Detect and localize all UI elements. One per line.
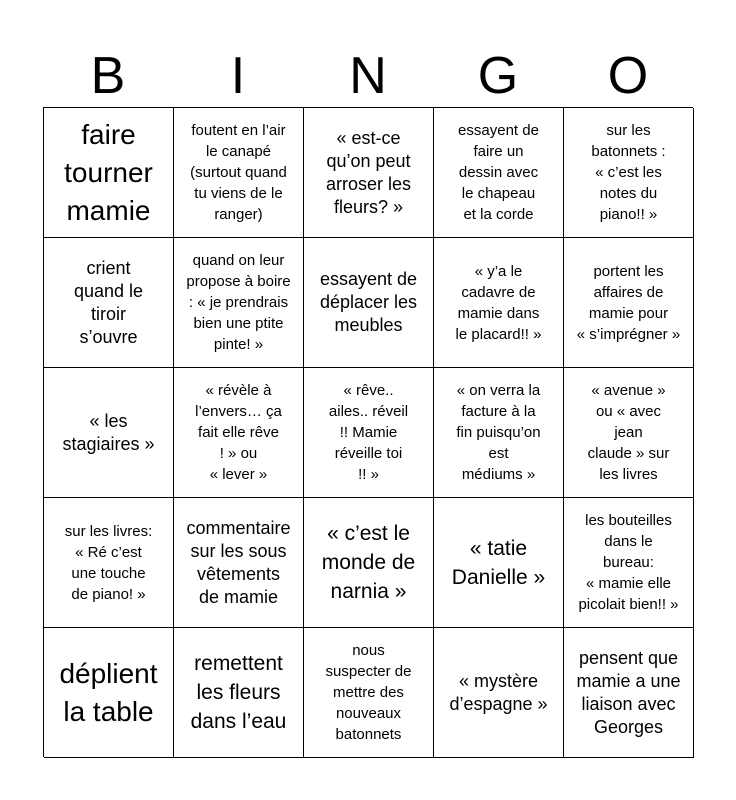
header-letter-g: G: [477, 47, 519, 105]
bingo-cell[interactable]: [44, 628, 174, 758]
bingo-cell[interactable]: [434, 108, 564, 238]
bingo-cell[interactable]: [174, 498, 304, 628]
bingo-cell[interactable]: [174, 238, 304, 368]
cell-text: quand on leur propose à boire : « je prendrais bien une ptite pinte! »: [186, 252, 291, 353]
cell-text: pensent que mamie a une liaison avec Georges: [576, 647, 681, 737]
bingo-cell[interactable]: [44, 108, 174, 238]
bingo-cell[interactable]: [44, 368, 174, 498]
cell-text: « mystère d’espagne »: [449, 670, 548, 714]
cell-text: sur les batonnets : « c’est les notes du piano!! »: [591, 122, 666, 223]
cell-text: « on verra la facture à la fin puisqu’on est médiums »: [456, 382, 541, 483]
bingo-cell[interactable]: [434, 628, 564, 758]
bingo-cell[interactable]: [304, 368, 434, 498]
bingo-cell[interactable]: [304, 108, 434, 238]
header-letter-b: B: [90, 47, 126, 105]
header-letter-i: I: [230, 47, 246, 105]
header-letter-o: O: [607, 47, 649, 105]
bingo-cell[interactable]: [304, 238, 434, 368]
bingo-grid: [43, 107, 693, 757]
cell-text: déplient la table: [59, 657, 158, 727]
cell-text: « rêve.. ailes.. réveil !! Mamie réveille toi !! »: [328, 382, 409, 483]
header-letter-n: N: [349, 47, 387, 105]
cell-text: « est-ce qu’on peut arroser les fleurs? »: [325, 127, 412, 217]
bingo-cell[interactable]: [44, 498, 174, 628]
bingo-cell[interactable]: [304, 498, 434, 628]
cell-text: sur les livres: « Ré c’est une touche de piano! »: [64, 522, 153, 603]
cell-text: « y’a le cadavre de mamie dans le placard!! »: [455, 262, 542, 343]
cell-text: crient quand le tiroir s’ouvre: [73, 257, 144, 347]
bingo-cell[interactable]: [564, 498, 694, 628]
cell-text: faire tourner mamie: [64, 118, 153, 226]
bingo-cell[interactable]: [564, 238, 694, 368]
cell-text: remettent les fleurs dans l’eau: [190, 652, 287, 733]
cell-text: portent les affaires de mamie pour « s’imprégner »: [576, 262, 681, 343]
cell-text: commentaire sur les sous vêtements de mamie: [186, 517, 291, 607]
bingo-cell[interactable]: [564, 628, 694, 758]
bingo-cell[interactable]: [564, 108, 694, 238]
bingo-cell[interactable]: [174, 108, 304, 238]
bingo-cell[interactable]: [174, 628, 304, 758]
cell-text: « révèle à l’envers… ça fait elle rêve ! » ou « lever »: [195, 382, 282, 483]
bingo-cell[interactable]: [564, 368, 694, 498]
bingo-cell[interactable]: [174, 368, 304, 498]
bingo-cell[interactable]: [434, 498, 564, 628]
bingo-header: [43, 46, 693, 106]
cell-text: « les stagiaires »: [62, 410, 155, 454]
cell-text: « c’est le monde de narnia »: [321, 522, 416, 603]
cell-text: nous suspecter de mettre des nouveaux batonnets: [325, 642, 412, 743]
cell-text: « avenue » ou « avec jean claude » sur les livres: [587, 382, 670, 483]
bingo-cell[interactable]: [434, 368, 564, 498]
cell-text: essayent de faire un dessin avec le chapeau et la corde: [458, 122, 539, 223]
cell-text: foutent en l’air le canapé (surtout quand tu viens de le ranger): [190, 122, 287, 223]
bingo-cell[interactable]: [44, 238, 174, 368]
bingo-cell[interactable]: [304, 628, 434, 758]
cell-text: les bouteilles dans le bureau: « mamie elle picolait bien!! »: [578, 512, 679, 613]
cell-text: « tatie Danielle »: [451, 536, 546, 589]
cell-text: essayent de déplacer les meubles: [319, 269, 418, 335]
bingo-cell[interactable]: [434, 238, 564, 368]
